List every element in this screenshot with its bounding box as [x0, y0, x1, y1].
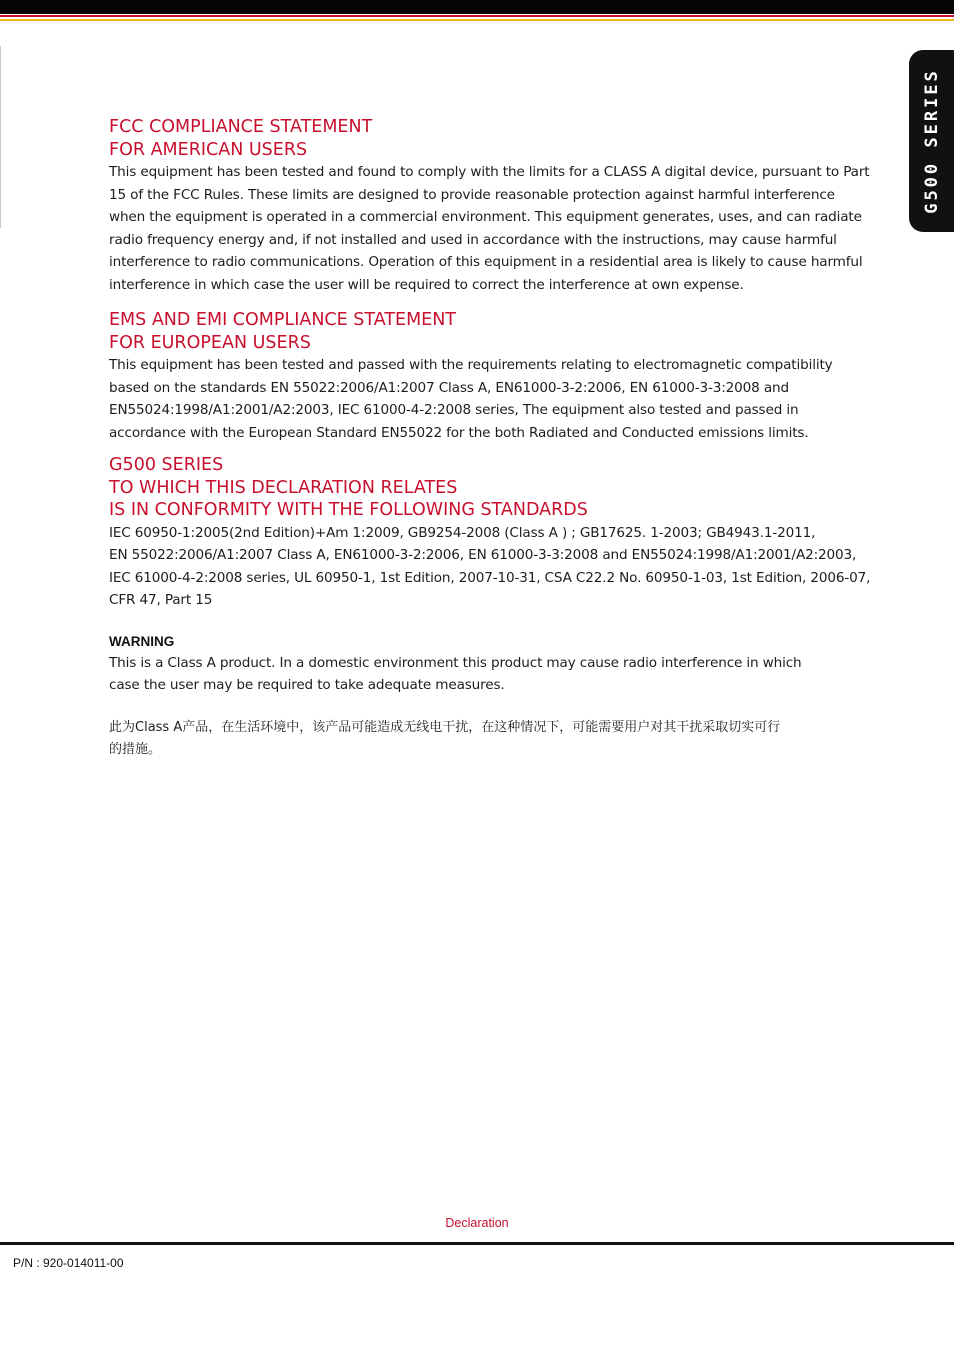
footer-rule [0, 1242, 954, 1245]
chinese-line: 的措施。 [109, 741, 162, 757]
g500-title-line: IS IN CONFORMITY WITH THE FOLLOWING STANDARDS [109, 500, 588, 520]
warning-text [109, 652, 901, 697]
fcc-line: 15 of the FCC Rules. These limits are designed to provide reasonable protection against harmful interference [109, 186, 835, 203]
warning-text-chinese [109, 717, 901, 761]
header-bar [0, 0, 954, 14]
warning-line: case the user may be required to take adequate measures. [109, 677, 505, 693]
left-margin-rule [0, 46, 1, 228]
series-tab-label: G500 SERIES [921, 68, 942, 214]
g500-section-title [109, 454, 901, 522]
standards-line: IEC 61000-4-2:2008 series, UL 60950-1, 1st Edition, 2007-10-31, CSA C22.2 No. 60950-1-03, 1st Edition, 2006-07, [109, 569, 871, 586]
footer-page-label: Declaration [445, 1216, 509, 1230]
ems-section-title [109, 309, 901, 354]
warning-line: This is a Class A product. In a domestic environment this product may cause radio interference in which [109, 654, 802, 671]
fcc-line: interference in which case the user will be required to correct the interference at own expense. [109, 276, 744, 293]
standards-line: EN 55022:2006/A1:2007 Class A, EN61000-3-2:2006, EN 61000-3-3:2008 and EN55024:1998/A1:2001/A2:2003, [109, 547, 857, 563]
ems-statement [109, 354, 901, 444]
declaration-content [109, 116, 901, 761]
part-number: P/N : 920-014011-00 [13, 1256, 124, 1270]
series-side-tab [909, 50, 954, 232]
fcc-section-title [109, 116, 901, 161]
header-stripe-red [0, 15, 954, 17]
ems-line: This equipment has been tested and passed with the requirements relating to electromagnetic compatibility [109, 357, 833, 373]
chinese-line: 此为Class A产品，在生活环境中，该产品可能造成无线电干扰，在这种情况下，可能需要用户对其干扰采取切实可行 [109, 719, 781, 735]
ems-title-line: FOR EUROPEAN USERS [109, 332, 311, 353]
ems-line: accordance with the European Standard EN55022 for the both Radiated and Conducted emissions limits. [109, 424, 809, 441]
g500-title-line: TO WHICH THIS DECLARATION RELATES [109, 477, 458, 498]
fcc-title-line: FCC COMPLIANCE STATEMENT [109, 117, 373, 137]
standards-list [109, 522, 901, 612]
fcc-line: when the equipment is operated in a commercial environment. This equipment generates, uses, and can radiate [109, 209, 862, 225]
standards-line: IEC 60950-1:2005(2nd Edition)+Am 1:2009, GB9254-2008 (Class A ) ; GB17625. 1-2003; GB4943.1-2011, [109, 524, 816, 541]
fcc-line: interference to radio communications. Operation of this equipment in a residential area is likely to cause harmful [109, 254, 863, 270]
fcc-statement [109, 161, 901, 296]
g500-title-line: G500 SERIES [109, 455, 224, 475]
header-stripe-yellow [0, 19, 954, 21]
ems-line: EN55024:1998/A1:2001/A2:2003, IEC 61000-4-2:2008 series, The equipment also tested and passed in [109, 402, 799, 418]
standards-line: CFR 47, Part 15 [109, 592, 213, 608]
fcc-line: radio frequency energy and, if not installed and used in accordance with the instructions, may cause harmful [109, 231, 837, 248]
warning-label: WARNING [109, 633, 175, 649]
fcc-title-line: FOR AMERICAN USERS [109, 139, 308, 160]
ems-line: based on the standards EN 55022:2006/A1:2007 Class A, EN61000-3-2:2006, EN 61000-3-3:2008 and [109, 379, 789, 396]
fcc-line: This equipment has been tested and found to comply with the limits for a CLASS A digital device, pursuant to Part [109, 164, 870, 180]
ems-title-line: EMS AND EMI COMPLIANCE STATEMENT [109, 310, 457, 330]
